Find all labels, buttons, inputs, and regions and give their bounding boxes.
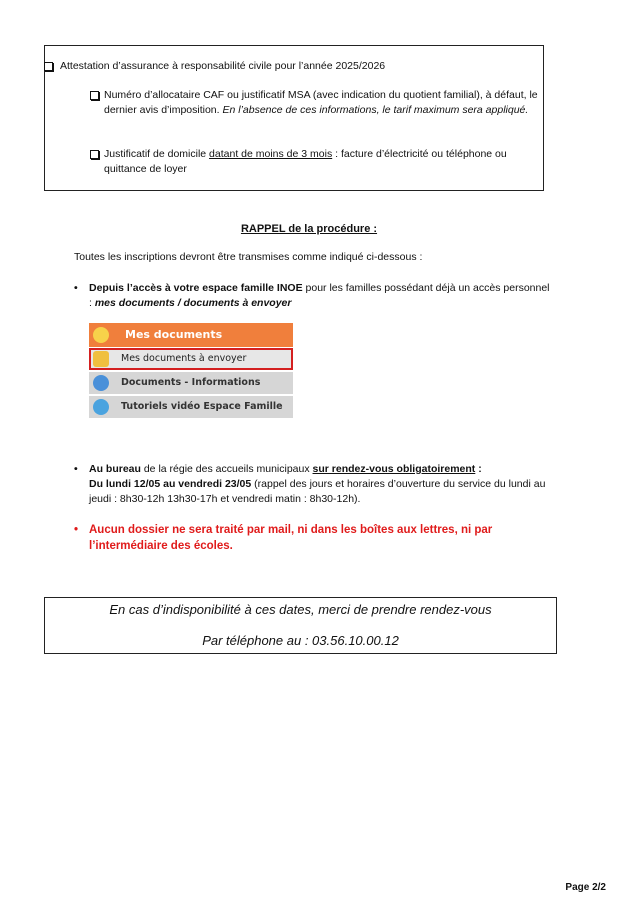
- bullet-dot: •: [74, 463, 78, 475]
- appointment-box: [44, 597, 557, 654]
- menu-item-documents-info[interactable]: Documents - Informations: [89, 372, 293, 394]
- appointment-line: En cas d’indisponibilité à ces dates, merci de prendre rendez-vous: [109, 602, 492, 617]
- checkbox-icon: [90, 150, 99, 159]
- bullet-office: [74, 462, 554, 507]
- inoe-menu: [89, 323, 293, 419]
- requirement-text: [104, 147, 544, 177]
- procedure-intro: Toutes les inscriptions devront être transmises comme indiqué ci-dessous :: [74, 251, 423, 263]
- warning-text: Aucun dossier ne sera traité par mail, ni dans les boîtes aux lettres, ni par l’intermédiaire des écoles.: [89, 524, 493, 552]
- requirement-address-date: datant de moins de 3 mois: [209, 148, 333, 160]
- requirement-item-address: [44, 147, 507, 177]
- menu-header[interactable]: Mes documents: [89, 323, 293, 347]
- appointment-phone: Par téléphone au : 03.56.10.00.12: [202, 633, 399, 648]
- requirement-item-insurance: [44, 59, 496, 74]
- bullet-inoe-text: Depuis l’accès à votre espace famille INOE pour les familles possédant déjà un accès personnel : mes documents / documents à envoyer: [89, 282, 550, 309]
- menu-item-video-tutorials[interactable]: Tutoriels vidéo Espace Famille: [89, 396, 293, 418]
- requirement-text: [104, 88, 544, 118]
- bullet-dot: •: [74, 524, 79, 536]
- download-icon: [93, 375, 109, 391]
- requirement-address-text: Justificatif de domicile: [104, 148, 207, 160]
- documents-icon: [93, 327, 109, 343]
- checkbox-icon: [90, 91, 99, 100]
- checkbox-icon: [44, 62, 53, 71]
- upload-icon: [93, 351, 109, 367]
- requirement-address-details: : facture d’électricité ou téléphone ou quittance de loyer: [104, 148, 507, 175]
- warning-bullet: [74, 522, 554, 554]
- menu-item-documents-to-send[interactable]: Mes documents à envoyer: [89, 348, 293, 370]
- requirement-item-caf: [44, 88, 538, 118]
- bullet-inoe: [74, 281, 554, 311]
- requirement-text: Attestation d’assurance à responsabilité civile pour l’année 2025/2026: [60, 60, 386, 72]
- bullet-office-text: Au bureau de la régie des accueils municipaux sur rendez-vous obligatoirement : Du lundi 12/05 au vendredi 23/05 (rappel des jours et horaires d’ouverture du service du lundi au jeudi : 8h30-12h 13h30-17h et vendredi matin : 8h30-12h).: [89, 463, 546, 505]
- video-icon: [93, 399, 109, 415]
- procedure-title: RAPPEL de la procédure :: [240, 223, 378, 235]
- requirement-caf-note: En l’absence de ces informations, le tarif maximum sera appliqué.: [222, 104, 529, 116]
- bullet-dot: •: [74, 282, 78, 294]
- requirement-caf-text: Numéro d’allocataire CAF ou justificatif MSA (avec indication du quotient familial), à défaut, le dernier avis d’imposition.: [104, 89, 538, 116]
- page-number: Page 2/2: [565, 882, 606, 893]
